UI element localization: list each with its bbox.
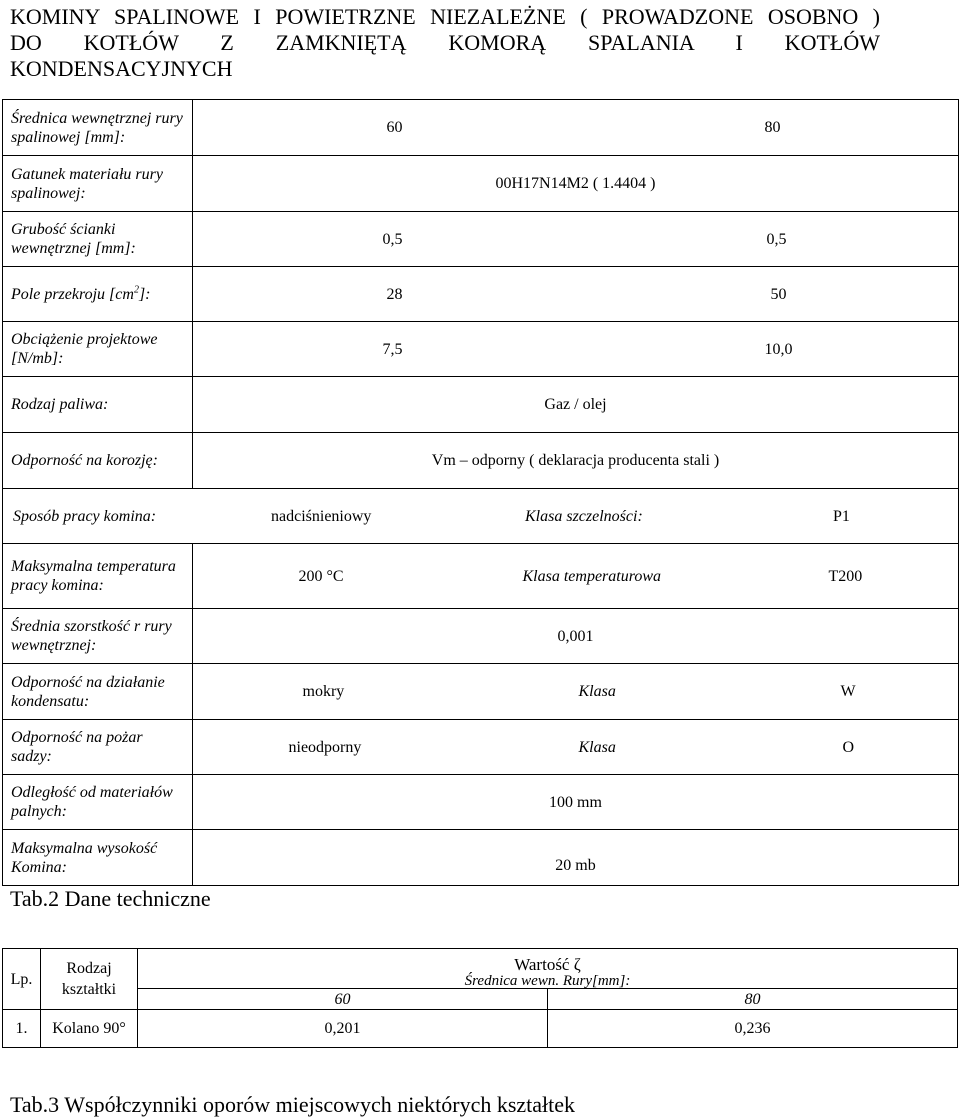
table-row [3,322,959,377]
row-label: Średnica wewnętrznej rury spalinowej [mm]: [3,100,193,156]
row-label: Odporność na pożar sadzy: [3,720,193,775]
row-label: Pole przekroju $[cm^2]$: [3,267,193,322]
title-line-3: KONDENSACYJNYCH [10,56,233,81]
table-header-row [3,974,958,989]
table-row [3,156,959,212]
value-1: 7,5 [382,340,403,358]
value-header: Wartość ζ [138,949,958,975]
row-label: Sposób pracy komina: [13,507,157,525]
type-header: Rodzaj kształtki [41,949,138,1010]
value-1: 28 [386,285,403,303]
resistance-coefficients-table [2,948,958,1048]
table-header-row [3,989,958,1010]
class-value: O [842,738,855,756]
technical-data-table [2,99,959,886]
row-value: Gaz / olej [193,377,959,433]
diameter-60: 60 [138,989,548,1010]
row-value: mokry [302,683,345,700]
row-label: Odległość od materiałów palnych: [3,775,193,830]
lp-header: Lp. [3,949,41,1010]
table-row [3,1010,958,1048]
row-label: Obciążenie projektowe [N/mb]: [3,322,193,377]
value-1: 0,5 [382,230,403,248]
row-value-60: 0,201 [138,1010,548,1048]
class-label: Klasa temperaturowa [522,567,662,585]
row-value: 20 mb [193,830,959,886]
table-row [3,664,959,720]
row-value: 00H17N14M2 ( 1.4404 ) [193,156,959,212]
title-line-2: DO KOTŁÓW Z ZAMKNIĘTĄ KOMORĄ SPALANIA I KOTŁÓW [10,30,880,55]
document-title [10,4,880,82]
table-row [3,544,959,609]
value-80: 80 [764,119,781,136]
table-row [3,267,959,322]
row-label: Odporność na działanie kondensatu: [3,664,193,720]
table-row [3,433,959,489]
row-value: 200 °C [298,567,344,585]
title-line-1: KOMINY SPALINOWE I POWIETRZNE NIEZALEŻNE ( PROWADZONE OSOBNO ) [10,4,880,29]
table-row [3,212,959,267]
class-value: T200 [828,567,863,585]
row-label: Odporność na korozję: [3,433,193,489]
class-label: Klasa [578,738,616,756]
value-2: 0,5 [766,230,787,248]
row-lp: 1. [3,1010,41,1048]
table-2-caption: Tab.2 Dane techniczne [10,886,211,911]
row-label: Średnia szorstkość r rury wewnętrznej: [3,609,193,664]
table-row [3,720,959,775]
class-label: Klasa [578,683,616,700]
class-value: W [840,683,856,700]
row-value: nadciśnieniowy [271,507,372,525]
table-header-row [3,949,958,975]
diameter-header: Średnica wewn. Rury[mm]: [138,974,958,989]
table-row [3,377,959,433]
row-value: 100 mm [193,775,959,830]
row-label: Maksymalna temperatura pracy komina: [3,544,193,609]
row-label: Maksymalna wysokość Komina: [3,830,193,886]
table-row [3,775,959,830]
table-row [3,609,959,664]
value-2: 10,0 [764,340,793,358]
table-row [3,830,959,886]
row-value: Vm – odporny ( deklaracja producenta stali ) [193,433,959,489]
class-value: P1 [833,507,850,525]
value-60: 60 [386,119,403,136]
row-label: Grubość ścianki wewnętrznej [mm]: [3,212,193,267]
diameter-80: 80 [548,989,958,1010]
row-value: 0,001 [193,609,959,664]
row-label: Gatunek materiału rury spalinowej: [3,156,193,212]
value-2: 50 [770,285,787,303]
table-3-caption: Tab.3 Współczynniki oporów miejscowych niektórych kształtek [10,1092,576,1117]
row-value-80: 0,236 [548,1010,958,1048]
row-type: Kolano 90° [41,1010,138,1048]
row-label: Rodzaj paliwa: [3,377,193,433]
row-value: nieodporny [288,738,362,756]
class-label: Klasa szczelności: [525,507,643,525]
table-row [3,100,959,156]
table-row [3,489,959,544]
